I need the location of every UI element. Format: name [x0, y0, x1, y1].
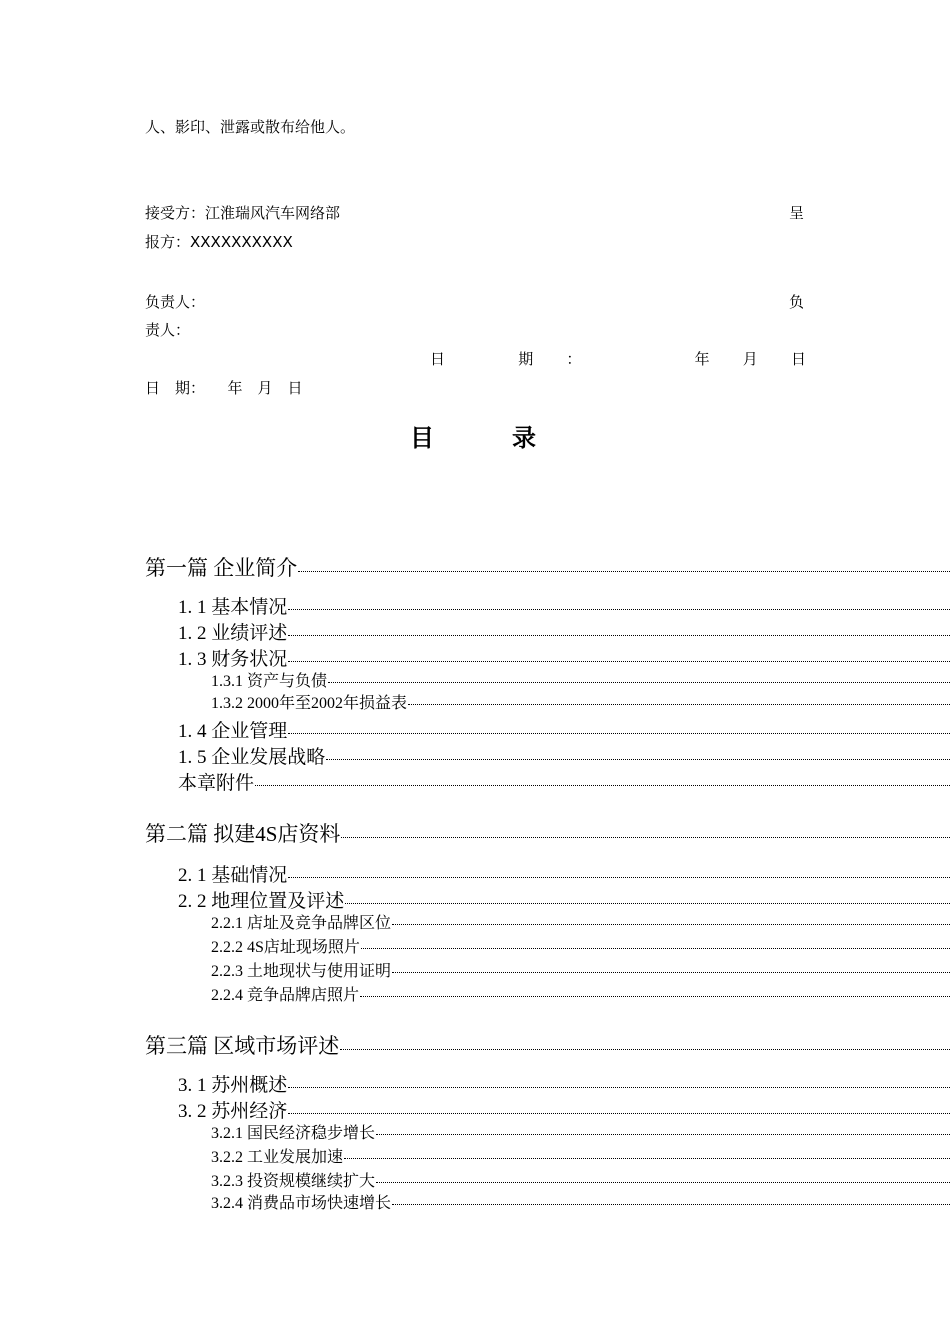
toc-entry-label: 1. 4 企业管理 — [178, 721, 288, 742]
toc-title-char: 目 — [410, 424, 434, 452]
date-char: 期 — [518, 350, 534, 368]
toc-entry-label: 2. 2 地理位置及评述 — [178, 891, 345, 912]
toc-dot-leader — [340, 1049, 950, 1050]
toc-entry-label: 1. 1 基本情况 — [178, 597, 288, 618]
toc-entry-label: 1. 3 财务状况 — [178, 649, 288, 670]
date-char: 日 — [430, 350, 446, 368]
toc-entry-label: 1.3.1 资产与负债 — [211, 673, 328, 690]
toc-entry[interactable] — [211, 1190, 950, 1213]
toc-entry-label: 3. 2 苏州经济 — [178, 1101, 288, 1122]
toc-dot-leader — [392, 924, 950, 925]
toc-dot-leader — [344, 1158, 950, 1159]
toc-dot-leader — [288, 609, 950, 610]
toc-entry-label: 2.2.3 土地现状与使用证明 — [211, 963, 392, 980]
toc-dot-leader — [392, 972, 950, 973]
toc-entry[interactable] — [178, 1070, 950, 1097]
toc-entry[interactable] — [145, 1030, 950, 1060]
toc-dot-leader — [326, 759, 950, 760]
toc-title — [410, 418, 536, 453]
toc-dot-leader — [288, 1087, 950, 1088]
toc-entry-label: 2.2.2 4S店址现场照片 — [211, 939, 360, 956]
toc-dot-leader — [360, 996, 950, 997]
toc-entry-label: 2.2.4 竞争品牌店照片 — [211, 987, 360, 1004]
toc-entry-label: 3.2.1 国民经济稳步增长 — [211, 1125, 376, 1142]
toc-entry[interactable] — [178, 618, 950, 645]
date-char: 日 — [790, 350, 806, 368]
confidentiality-text: 人、影印、泄露或散布给他人。 — [145, 118, 356, 136]
toc-dot-leader — [376, 1182, 950, 1183]
toc-dot-leader — [255, 785, 950, 786]
toc-title-char: 录 — [512, 424, 536, 452]
presenter-char: 呈 — [789, 204, 805, 222]
toc-entry[interactable] — [145, 552, 950, 582]
toc-dot-leader — [288, 877, 950, 878]
toc-entry-label: 1. 2 业绩评述 — [178, 623, 288, 644]
toc-entry[interactable] — [211, 1144, 950, 1167]
toc-dot-leader — [288, 661, 950, 662]
toc-entry[interactable] — [178, 592, 950, 619]
responsible-left-label: 负责人： — [145, 293, 206, 311]
toc-entry-label: 第二篇 拟建4S店资料 — [145, 822, 341, 846]
toc-entry[interactable] — [211, 910, 950, 933]
toc-dot-leader — [392, 1204, 950, 1205]
toc-entry[interactable] — [211, 690, 950, 713]
responsible-right-label: 责人： — [145, 321, 191, 339]
toc-entry[interactable] — [211, 668, 950, 691]
date-char: ： — [566, 350, 582, 368]
toc-entry-label: 第一篇 企业简介 — [145, 556, 298, 580]
toc-dot-leader — [288, 635, 950, 636]
toc-entry[interactable] — [178, 768, 950, 795]
toc-entry-label: 1.3.2 2000年至2002年损益表 — [211, 695, 408, 712]
responsible-right-char: 负 — [789, 293, 805, 311]
toc-dot-leader — [341, 837, 950, 838]
toc-entry[interactable] — [211, 982, 950, 1005]
toc-entry[interactable] — [145, 818, 950, 848]
toc-entry-label: 3.2.4 消费品市场快速增长 — [211, 1195, 392, 1212]
toc-entry[interactable] — [178, 644, 950, 671]
toc-dot-leader — [328, 682, 950, 683]
presenter-label: 报方：XXXXXXXXXX — [145, 233, 293, 251]
recipient-label: 接受方：江淮瑞风汽车网络部 — [145, 204, 341, 222]
toc-entry[interactable] — [178, 860, 950, 887]
date-char: 年 — [694, 350, 710, 368]
toc-dot-leader — [361, 948, 950, 949]
toc-entry[interactable] — [211, 1120, 950, 1143]
date-right-line — [430, 350, 806, 368]
toc-entry[interactable] — [211, 958, 950, 981]
toc-entry-label: 1. 5 企业发展战略 — [178, 747, 326, 768]
toc-entry[interactable] — [178, 1096, 950, 1123]
toc-entry-label: 第三篇 区域市场评述 — [145, 1034, 340, 1058]
toc-entry[interactable] — [178, 716, 950, 743]
toc-entry-label: 3.2.3 投资规模继续扩大 — [211, 1173, 376, 1190]
toc-dot-leader — [288, 733, 950, 734]
toc-entry-label: 3.2.2 工业发展加速 — [211, 1149, 344, 1166]
toc-entry[interactable] — [178, 886, 950, 913]
toc-entry-label: 3. 1 苏州概述 — [178, 1075, 288, 1096]
date-left-line: 日 期： 年 月 日 — [145, 379, 303, 397]
toc-dot-leader — [408, 704, 950, 705]
toc-entry[interactable] — [178, 742, 950, 769]
toc-dot-leader — [298, 571, 950, 572]
toc-entry[interactable] — [211, 1168, 950, 1191]
toc-entry-label: 本章附件 — [178, 773, 255, 794]
toc-entry-label: 2.2.1 店址及竞争品牌区位 — [211, 915, 392, 932]
toc-dot-leader — [345, 903, 950, 904]
toc-dot-leader — [376, 1134, 950, 1135]
toc-entry[interactable] — [211, 934, 950, 957]
toc-entry-label: 2. 1 基础情况 — [178, 865, 288, 886]
toc-dot-leader — [288, 1113, 950, 1114]
date-char: 月 — [742, 350, 758, 368]
